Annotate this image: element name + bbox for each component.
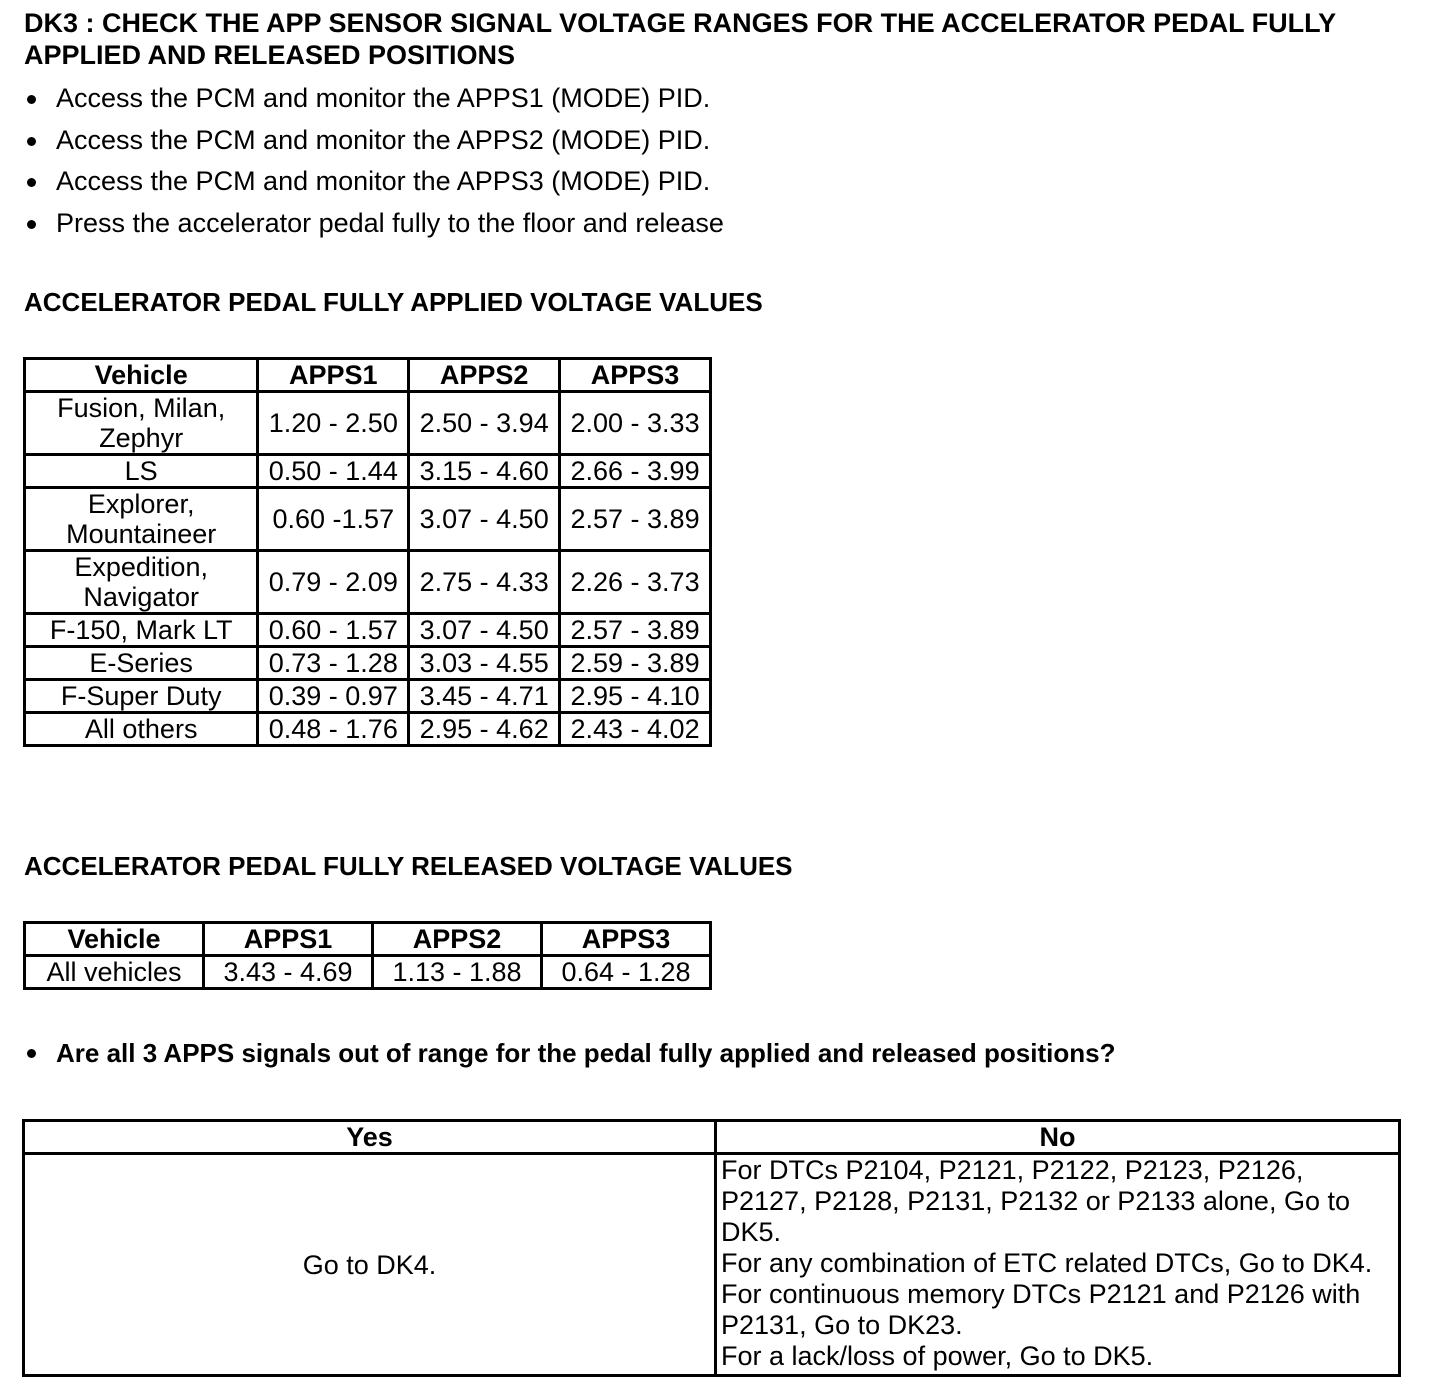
voltage-cell: 3.03 - 4.55 — [409, 647, 560, 680]
procedure-steps — [24, 82, 724, 248]
voltage-cell: 2.43 - 4.02 — [560, 713, 711, 746]
vehicle-cell: E-Series — [25, 647, 258, 680]
column-header: Vehicle — [25, 359, 258, 392]
voltage-cell: 0.64 - 1.28 — [542, 956, 711, 989]
table-row — [25, 647, 711, 680]
no-action-line: For any combination of ETC related DTCs, Go to DK4. — [721, 1248, 1373, 1278]
table-row — [25, 956, 711, 989]
column-header: APPS3 — [542, 923, 711, 956]
table-row — [24, 1154, 1400, 1376]
voltage-cell: 0.48 - 1.76 — [258, 713, 409, 746]
no-action-line: For continuous memory DTCs P2121 and P2126 with P2131, Go to DK23. — [721, 1279, 1361, 1340]
voltage-cell: 1.20 - 2.50 — [258, 392, 409, 455]
step-item: Access the PCM and monitor the APPS1 (MODE) PID. — [24, 82, 724, 124]
voltage-cell: 2.95 - 4.62 — [409, 713, 560, 746]
column-header: APPS1 — [204, 923, 373, 956]
released-voltage-table — [23, 921, 712, 990]
voltage-cell: 3.07 - 4.50 — [409, 614, 560, 647]
table-row — [25, 680, 711, 713]
table-header-row — [25, 923, 711, 956]
vehicle-cell: Expedition, Navigator — [25, 551, 258, 614]
voltage-cell: 2.26 - 3.73 — [560, 551, 711, 614]
voltage-cell: 2.57 - 3.89 — [560, 488, 711, 551]
column-header: APPS2 — [373, 923, 542, 956]
column-header: Vehicle — [25, 923, 204, 956]
released-heading: ACCELERATOR PEDAL FULLY RELEASED VOLTAGE VALUES — [24, 851, 793, 881]
step-item: Access the PCM and monitor the APPS2 (MODE) PID. — [24, 124, 724, 166]
no-actions — [716, 1154, 1400, 1376]
voltage-cell: 2.59 - 3.89 — [560, 647, 711, 680]
voltage-cell: 0.73 - 1.28 — [258, 647, 409, 680]
voltage-cell: 2.66 - 3.99 — [560, 455, 711, 488]
applied-heading: ACCELERATOR PEDAL FULLY APPLIED VOLTAGE VALUES — [24, 287, 763, 317]
table-row — [25, 551, 711, 614]
yes-action: Go to DK4. — [24, 1154, 716, 1376]
vehicle-cell: All others — [25, 713, 258, 746]
table-header-row — [24, 1121, 1400, 1154]
table-row — [25, 392, 711, 455]
vehicle-cell: LS — [25, 455, 258, 488]
vehicle-cell: Explorer, Mountaineer — [25, 488, 258, 551]
voltage-cell: 0.79 - 2.09 — [258, 551, 409, 614]
applied-voltage-table — [23, 357, 712, 747]
column-header: APPS1 — [258, 359, 409, 392]
decision-table — [22, 1119, 1401, 1377]
voltage-cell: 0.50 - 1.44 — [258, 455, 409, 488]
column-header: APPS3 — [560, 359, 711, 392]
no-action-line: For a lack/loss of power, Go to DK5. — [721, 1341, 1154, 1371]
voltage-cell: 2.00 - 3.33 — [560, 392, 711, 455]
table-row — [25, 455, 711, 488]
step-item: Press the accelerator pedal fully to the floor and release — [24, 207, 724, 249]
yes-header: Yes — [24, 1121, 716, 1154]
voltage-cell: 2.75 - 4.33 — [409, 551, 560, 614]
voltage-cell: 2.57 - 3.89 — [560, 614, 711, 647]
voltage-cell: 3.45 - 4.71 — [409, 680, 560, 713]
table-header-row — [25, 359, 711, 392]
voltage-cell: 3.07 - 4.50 — [409, 488, 560, 551]
voltage-cell: 3.15 - 4.60 — [409, 455, 560, 488]
voltage-cell: 1.13 - 1.88 — [373, 956, 542, 989]
table-row — [25, 713, 711, 746]
table-row — [25, 488, 711, 551]
voltage-cell: 2.50 - 3.94 — [409, 392, 560, 455]
vehicle-cell: All vehicles — [25, 956, 204, 989]
vehicle-cell: F-Super Duty — [25, 680, 258, 713]
vehicle-cell: F-150, Mark LT — [25, 614, 258, 647]
voltage-cell: 3.43 - 4.69 — [204, 956, 373, 989]
page-title: DK3 : CHECK THE APP SENSOR SIGNAL VOLTAGE RANGES FOR THE ACCELERATOR PEDAL FULLY APPLIED AND RELEASED POSITIONS — [24, 8, 1336, 70]
no-header: No — [716, 1121, 1400, 1154]
column-header: APPS2 — [409, 359, 560, 392]
table-row — [25, 614, 711, 647]
voltage-cell: 0.60 - 1.57 — [258, 614, 409, 647]
voltage-cell: 2.95 - 4.10 — [560, 680, 711, 713]
vehicle-cell: Fusion, Milan, Zephyr — [25, 392, 258, 455]
decision-question: Are all 3 APPS signals out of range for the pedal fully applied and released positions? — [24, 1037, 1115, 1069]
step-item: Access the PCM and monitor the APPS3 (MODE) PID. — [24, 165, 724, 207]
voltage-cell: 0.60 -1.57 — [258, 488, 409, 551]
voltage-cell: 0.39 - 0.97 — [258, 680, 409, 713]
no-action-line: For DTCs P2104, P2121, P2122, P2123, P2126, P2127, P2128, P2131, P2132 or P2133 alone, Go to DK5. — [721, 1155, 1350, 1247]
